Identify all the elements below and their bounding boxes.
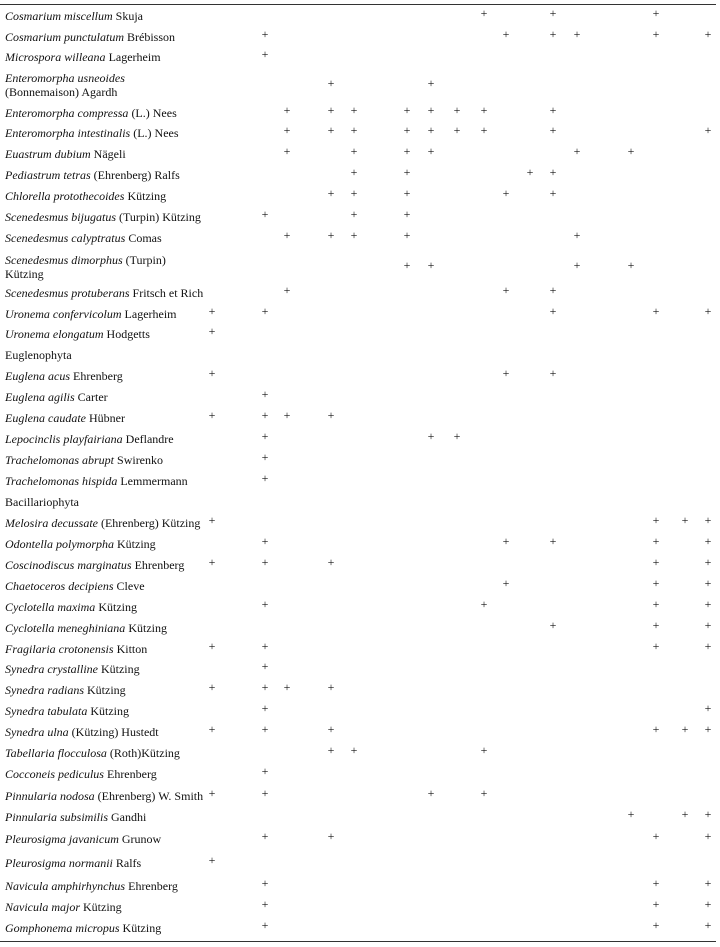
species-binomial: Chlorella protothecoides xyxy=(5,189,125,203)
presence-mark: + xyxy=(573,27,581,41)
species-binomial: Melosira decussate xyxy=(5,516,98,530)
species-name xyxy=(5,307,177,321)
species-authority: Comas xyxy=(128,231,162,245)
presence-mark: + xyxy=(704,513,712,527)
species-binomial: Uronema confervicolum xyxy=(5,307,122,321)
species-authority: Kützing xyxy=(128,621,167,635)
species-binomial: Pinnularia nodosa xyxy=(5,789,95,803)
presence-mark: + xyxy=(261,429,269,443)
species-name xyxy=(5,348,72,362)
presence-mark: + xyxy=(403,258,411,272)
presence-mark: + xyxy=(549,27,557,41)
presence-mark: + xyxy=(427,786,435,800)
species-name xyxy=(5,579,145,593)
species-authority: Fritsch et Rich xyxy=(132,286,204,300)
species-binomial: Odontella polymorpha xyxy=(5,537,114,551)
species-name xyxy=(5,600,137,614)
presence-mark: + xyxy=(208,366,216,380)
species-binomial: Cosmarium punctulatum xyxy=(5,30,125,44)
group-heading: Bacillariophyta xyxy=(5,495,79,509)
species-name xyxy=(5,537,156,551)
species-name xyxy=(5,746,180,760)
species-binomial: Cocconeis pediculus xyxy=(5,767,104,781)
presence-mark: + xyxy=(681,722,689,736)
species-binomial: Pinnularia subsimilis xyxy=(5,810,109,824)
species-binomial: Enteromorpha usneoides xyxy=(5,71,125,85)
species-binomial: Cyclotella meneghiniana xyxy=(5,621,126,635)
species-name xyxy=(5,621,167,635)
presence-mark: + xyxy=(502,534,510,548)
species-binomial: Euglena acus xyxy=(5,369,70,383)
presence-mark: + xyxy=(208,853,216,867)
species-authority: Ehrenberg xyxy=(106,767,157,781)
species-name xyxy=(5,411,125,425)
species-binomial: Microspora willeana xyxy=(5,50,106,64)
species-name xyxy=(5,704,129,718)
species-binomial: Cyclotella maxima xyxy=(5,600,96,614)
species-authority: Kützing xyxy=(87,683,126,697)
presence-mark: + xyxy=(549,283,557,297)
presence-mark: + xyxy=(261,207,269,221)
species-authority: (L.) Nees xyxy=(131,106,177,120)
species-authority: Kützing xyxy=(122,921,162,935)
presence-mark: + xyxy=(652,876,660,890)
species-binomial: Chaetoceros decipiens xyxy=(5,579,114,593)
presence-mark: + xyxy=(283,408,291,422)
presence-mark: + xyxy=(283,680,291,694)
presence-mark: + xyxy=(208,408,216,422)
presence-mark: + xyxy=(652,597,660,611)
species-authority: (Ehrenberg) W. Smith xyxy=(97,789,204,803)
presence-mark: + xyxy=(681,513,689,527)
species-authority: Ehrenberg xyxy=(128,879,178,893)
species-name xyxy=(5,789,203,803)
species-authority: Kützing xyxy=(98,600,137,614)
species-binomial: Euastrum dubium xyxy=(5,147,91,161)
presence-mark: + xyxy=(350,228,358,242)
presence-mark: + xyxy=(652,27,660,41)
species-binomial: Coscinodiscus marginatus xyxy=(5,558,132,572)
presence-mark: + xyxy=(681,807,689,821)
species-authority: Kitton xyxy=(116,642,148,656)
presence-mark: + xyxy=(261,764,269,778)
species-authority: Kützing xyxy=(90,704,129,718)
presence-mark: + xyxy=(502,27,510,41)
presence-mark: + xyxy=(704,304,712,318)
presence-mark: + xyxy=(453,103,461,117)
species-authority: (Kützing) Hustedt xyxy=(71,725,159,739)
presence-mark: + xyxy=(403,123,411,137)
presence-mark: + xyxy=(261,786,269,800)
presence-mark: + xyxy=(627,144,635,158)
species-binomial: Synedra radians xyxy=(5,683,84,697)
species-binomial: Scenedesmus dimorphus xyxy=(5,253,123,267)
presence-mark: + xyxy=(652,534,660,548)
presence-mark: + xyxy=(480,786,488,800)
species-authority: Grunow xyxy=(121,832,162,846)
species-authority: Skuja xyxy=(115,9,144,23)
species-name xyxy=(5,71,125,99)
presence-mark: + xyxy=(208,722,216,736)
species-binomial: Enteromorpha compressa xyxy=(5,106,129,120)
species-name xyxy=(5,432,174,446)
species-name xyxy=(5,558,184,572)
species-name xyxy=(5,369,123,383)
species-binomial: Synedra tabulata xyxy=(5,704,88,718)
species-name xyxy=(5,474,188,488)
presence-mark: + xyxy=(704,597,712,611)
presence-mark: + xyxy=(704,618,712,632)
species-name xyxy=(5,286,203,300)
species-authority: (L.) Nees xyxy=(133,126,179,140)
presence-mark: + xyxy=(573,228,581,242)
species-binomial: Pediastrum tetras xyxy=(5,168,91,182)
presence-mark: + xyxy=(480,743,488,757)
species-binomial: Synedra crystalline xyxy=(5,662,98,676)
species-authority: Swirenko xyxy=(117,453,164,467)
species-binomial: Pleurosigma javanicum xyxy=(5,832,119,846)
presence-mark: + xyxy=(652,555,660,569)
presence-mark: + xyxy=(403,165,411,179)
presence-mark: + xyxy=(526,165,534,179)
presence-mark: + xyxy=(261,408,269,422)
presence-mark: + xyxy=(704,534,712,548)
species-name xyxy=(5,642,147,656)
presence-mark: + xyxy=(350,186,358,200)
presence-mark: + xyxy=(283,144,291,158)
presence-mark: + xyxy=(502,576,510,590)
species-name xyxy=(5,662,140,676)
species-authority: Hübner xyxy=(88,411,125,425)
species-binomial: Tabellaria flocculosa xyxy=(5,746,107,760)
presence-mark: + xyxy=(283,103,291,117)
presence-mark: + xyxy=(327,228,335,242)
presence-mark: + xyxy=(704,639,712,653)
species-name xyxy=(5,126,179,140)
presence-mark: + xyxy=(427,429,435,443)
presence-mark: + xyxy=(261,555,269,569)
species-binomial: Enteromorpha intestinalis xyxy=(5,126,131,140)
presence-mark: + xyxy=(480,103,488,117)
species-name xyxy=(5,147,126,161)
presence-mark: + xyxy=(652,513,660,527)
presence-mark: + xyxy=(704,27,712,41)
presence-mark: + xyxy=(427,103,435,117)
species-authority: Kützing xyxy=(117,537,156,551)
species-binomial: Scenedesmus bijugatus xyxy=(5,210,116,224)
species-name xyxy=(5,810,146,824)
species-binomial: Scenedesmus calyptratus xyxy=(5,231,126,245)
presence-mark: + xyxy=(627,807,635,821)
species-authority: Lagerheim xyxy=(108,50,161,64)
presence-mark: + xyxy=(704,897,712,911)
presence-mark: + xyxy=(453,123,461,137)
presence-mark: + xyxy=(652,918,660,932)
presence-mark: + xyxy=(261,680,269,694)
species-name xyxy=(5,900,122,914)
species-name xyxy=(5,516,200,530)
presence-mark: + xyxy=(403,144,411,158)
presence-mark: + xyxy=(704,701,712,715)
species-name xyxy=(5,921,161,935)
presence-mark: + xyxy=(261,639,269,653)
presence-mark: + xyxy=(327,76,335,90)
presence-mark: + xyxy=(261,701,269,715)
presence-mark: + xyxy=(208,680,216,694)
species-authority: (Roth)Kützing xyxy=(109,746,180,760)
species-name xyxy=(5,210,201,224)
presence-mark: + xyxy=(261,597,269,611)
presence-mark: + xyxy=(403,186,411,200)
presence-mark: + xyxy=(208,324,216,338)
species-name xyxy=(5,767,157,781)
species-authority: Hodgetts xyxy=(106,327,150,341)
presence-mark: + xyxy=(427,258,435,272)
species-authority-continued: (Bonnemaison) Agardh xyxy=(5,85,118,99)
presence-mark: + xyxy=(327,408,335,422)
presence-mark: + xyxy=(652,6,660,20)
species-authority-continued: Kützing xyxy=(5,267,44,281)
species-name xyxy=(5,30,175,44)
presence-mark: + xyxy=(327,743,335,757)
species-binomial: Scenedesmus protuberans xyxy=(5,286,130,300)
species-authority: Deflandre xyxy=(125,432,174,446)
presence-mark: + xyxy=(208,513,216,527)
presence-mark: + xyxy=(652,722,660,736)
presence-mark: + xyxy=(208,555,216,569)
presence-mark: + xyxy=(327,680,335,694)
species-name xyxy=(5,253,166,281)
presence-mark: + xyxy=(549,6,557,20)
presence-mark: + xyxy=(261,47,269,61)
presence-mark: + xyxy=(573,258,581,272)
presence-mark: + xyxy=(208,304,216,318)
presence-mark: + xyxy=(502,186,510,200)
presence-mark: + xyxy=(261,918,269,932)
presence-mark: + xyxy=(261,659,269,673)
presence-mark: + xyxy=(350,103,358,117)
presence-mark: + xyxy=(350,743,358,757)
species-binomial: Cosmarium miscellum xyxy=(5,9,113,23)
presence-mark: + xyxy=(261,471,269,485)
presence-mark: + xyxy=(261,722,269,736)
species-binomial: Synedra ulna xyxy=(5,725,69,739)
presence-mark: + xyxy=(327,555,335,569)
presence-mark: + xyxy=(652,829,660,843)
presence-mark: + xyxy=(704,876,712,890)
presence-mark: + xyxy=(261,876,269,890)
presence-mark: + xyxy=(283,283,291,297)
presence-mark: + xyxy=(704,829,712,843)
species-authority: Kützing xyxy=(127,189,167,203)
presence-mark: + xyxy=(704,576,712,590)
species-authority: Nägeli xyxy=(93,147,126,161)
presence-mark: + xyxy=(627,258,635,272)
presence-mark: + xyxy=(327,186,335,200)
presence-mark: + xyxy=(652,304,660,318)
presence-mark: + xyxy=(427,144,435,158)
presence-mark: + xyxy=(502,283,510,297)
species-name xyxy=(5,832,161,846)
species-binomial: Euglena caudate xyxy=(5,411,86,425)
presence-mark: + xyxy=(350,165,358,179)
species-name xyxy=(5,879,178,893)
species-name xyxy=(5,390,108,404)
presence-mark: + xyxy=(327,103,335,117)
species-authority: (Ehrenberg) Ralfs xyxy=(93,168,180,182)
presence-mark: + xyxy=(261,450,269,464)
species-name xyxy=(5,231,162,245)
table-bottom-rule xyxy=(0,941,716,942)
species-name xyxy=(5,856,141,870)
species-binomial: Trachelomonas hispida xyxy=(5,474,118,488)
species-binomial: Navicula amphirhynchus xyxy=(5,879,126,893)
species-name xyxy=(5,725,159,739)
presence-mark: + xyxy=(549,186,557,200)
species-name xyxy=(5,9,143,23)
presence-mark: + xyxy=(652,576,660,590)
presence-mark: + xyxy=(403,228,411,242)
species-name xyxy=(5,168,180,182)
species-name xyxy=(5,683,126,697)
species-authority: Ralfs xyxy=(115,856,142,870)
species-authority: Lagerheim xyxy=(124,307,177,321)
species-authority: Ehrenberg xyxy=(134,558,185,572)
species-authority: Gandhi xyxy=(111,810,147,824)
species-authority: Ehrenberg xyxy=(73,369,123,383)
presence-mark: + xyxy=(427,123,435,137)
presence-mark: + xyxy=(261,27,269,41)
species-authority: Brébisson xyxy=(127,30,176,44)
presence-mark: + xyxy=(283,228,291,242)
species-name xyxy=(5,189,166,203)
presence-mark: + xyxy=(261,304,269,318)
presence-mark: + xyxy=(327,829,335,843)
species-binomial: Uronema elongatum xyxy=(5,327,104,341)
presence-mark: + xyxy=(261,829,269,843)
presence-mark: + xyxy=(704,807,712,821)
presence-mark: + xyxy=(208,639,216,653)
presence-mark: + xyxy=(652,618,660,632)
species-binomial: Lepocinclis playfairiana xyxy=(5,432,123,446)
presence-mark: + xyxy=(549,366,557,380)
presence-mark: + xyxy=(283,123,291,137)
presence-mark: + xyxy=(480,123,488,137)
presence-mark: + xyxy=(652,639,660,653)
presence-mark: + xyxy=(480,6,488,20)
presence-mark: + xyxy=(549,534,557,548)
species-authority: Kützing xyxy=(83,900,122,914)
presence-mark: + xyxy=(549,304,557,318)
presence-mark: + xyxy=(704,555,712,569)
presence-mark: + xyxy=(261,534,269,548)
species-binomial: Fragilaria crotonensis xyxy=(5,642,114,656)
species-name xyxy=(5,327,150,341)
group-heading: Euglenophyta xyxy=(5,348,72,362)
presence-mark: + xyxy=(549,103,557,117)
presence-mark: + xyxy=(502,366,510,380)
species-name xyxy=(5,50,161,64)
presence-mark: + xyxy=(403,207,411,221)
species-binomial: Navicula major xyxy=(5,900,80,914)
presence-mark: + xyxy=(261,897,269,911)
presence-mark: + xyxy=(704,918,712,932)
presence-mark: + xyxy=(549,618,557,632)
species-binomial: Trachelomonas abrupt xyxy=(5,453,115,467)
species-name xyxy=(5,106,177,120)
species-authority: (Turpin) Kützing xyxy=(118,210,201,224)
presence-mark: + xyxy=(549,123,557,137)
species-authority: Cleve xyxy=(116,579,145,593)
species-authority: Lemmermann xyxy=(120,474,188,488)
presence-mark: + xyxy=(261,387,269,401)
species-name xyxy=(5,453,163,467)
presence-mark: + xyxy=(403,103,411,117)
presence-mark: + xyxy=(350,123,358,137)
species-authority: Carter xyxy=(77,390,108,404)
table-top-rule xyxy=(0,4,716,5)
presence-mark: + xyxy=(327,722,335,736)
species-binomial: Gomphonema micropus xyxy=(5,921,120,935)
species-binomial: Pleurosigma normanii xyxy=(5,856,113,870)
presence-mark: + xyxy=(549,165,557,179)
species-authority: (Ehrenberg) Kützing xyxy=(100,516,201,530)
presence-mark: + xyxy=(704,722,712,736)
species-name xyxy=(5,495,79,509)
presence-mark: + xyxy=(573,144,581,158)
species-authority: (Turpin) xyxy=(125,253,166,267)
presence-mark: + xyxy=(480,597,488,611)
presence-mark: + xyxy=(327,123,335,137)
presence-mark: + xyxy=(208,786,216,800)
presence-mark: + xyxy=(427,76,435,90)
presence-mark: + xyxy=(453,429,461,443)
presence-mark: + xyxy=(350,207,358,221)
species-authority: Kützing xyxy=(100,662,140,676)
presence-mark: + xyxy=(704,123,712,137)
presence-mark: + xyxy=(652,897,660,911)
species-binomial: Euglena agilis xyxy=(5,390,75,404)
presence-mark: + xyxy=(350,144,358,158)
